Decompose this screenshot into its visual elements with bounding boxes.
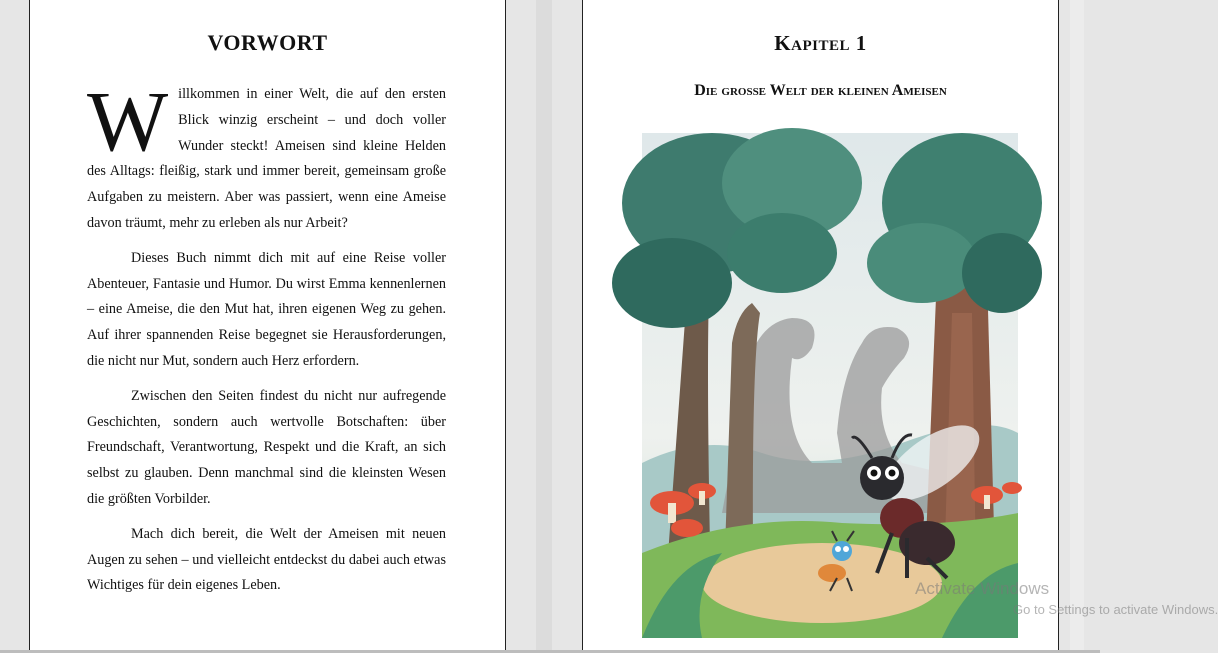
forest-ants-illustration bbox=[642, 133, 1018, 638]
foreword-text bbox=[87, 73, 446, 608]
chapter-subtitle: Die große Welt der kleinen Ameisen bbox=[694, 82, 947, 99]
paragraph-1-text: illkommen in einer Welt, die auf den ersten Blick winzig erscheint – und doch voller Wunder steckt! Ameisen sind kleine Helden des Alltags: fleißig, stark und immer bereit, gemeinsam große Aufgaben zu meistern. Aber was passiert, wenn eine Ameise davon träumt, mehr zu erleben als nur Arbeit? bbox=[87, 86, 446, 231]
activation-watermark-title: Activate Windows bbox=[915, 579, 1050, 598]
page-vorwort bbox=[29, 0, 506, 651]
paragraph-2: Dieses Buch nimmt dich mit auf eine Reise voller Abenteuer, Fantasie und Humor. Du wirst Emma kennenlernen – eine Ameise, die den Mut hat, ihren eigenen Weg zu gehen. Auf ihrer spannenden Reise begegnet sie Herausforderungen, die nicht nur Mut, sondern auch Herz erfordern. bbox=[87, 249, 446, 369]
paragraph-1 bbox=[87, 73, 446, 237]
paragraph-3: Zwischen den Seiten findest du nicht nur aufregende Geschichten, sondern auch wertvolle Botschaften: über Freundschaft, Verantwortung, Respekt und die Kraft, an sich selbst zu glauben. Denn manchmal sind die kleinsten Wesen die größten Vorbilder. bbox=[87, 387, 446, 507]
page-kapitel-1 bbox=[582, 0, 1059, 651]
page-heading: VORWORT bbox=[207, 30, 328, 55]
chapter-title: Kapitel 1 bbox=[774, 31, 867, 55]
scrollbar-track[interactable] bbox=[1070, 0, 1084, 651]
paragraph-4: Mach dich bereit, die Welt der Ameisen mit neuen Augen zu sehen – und vielleicht entdeckst du dabei auch etwas Wichtiges für dein eigenes Leben. bbox=[87, 525, 446, 594]
dropcap-letter: W bbox=[87, 73, 169, 169]
activation-watermark-text: Go to Settings to activate Windows. bbox=[1013, 602, 1218, 617]
page-gutter bbox=[536, 0, 552, 651]
